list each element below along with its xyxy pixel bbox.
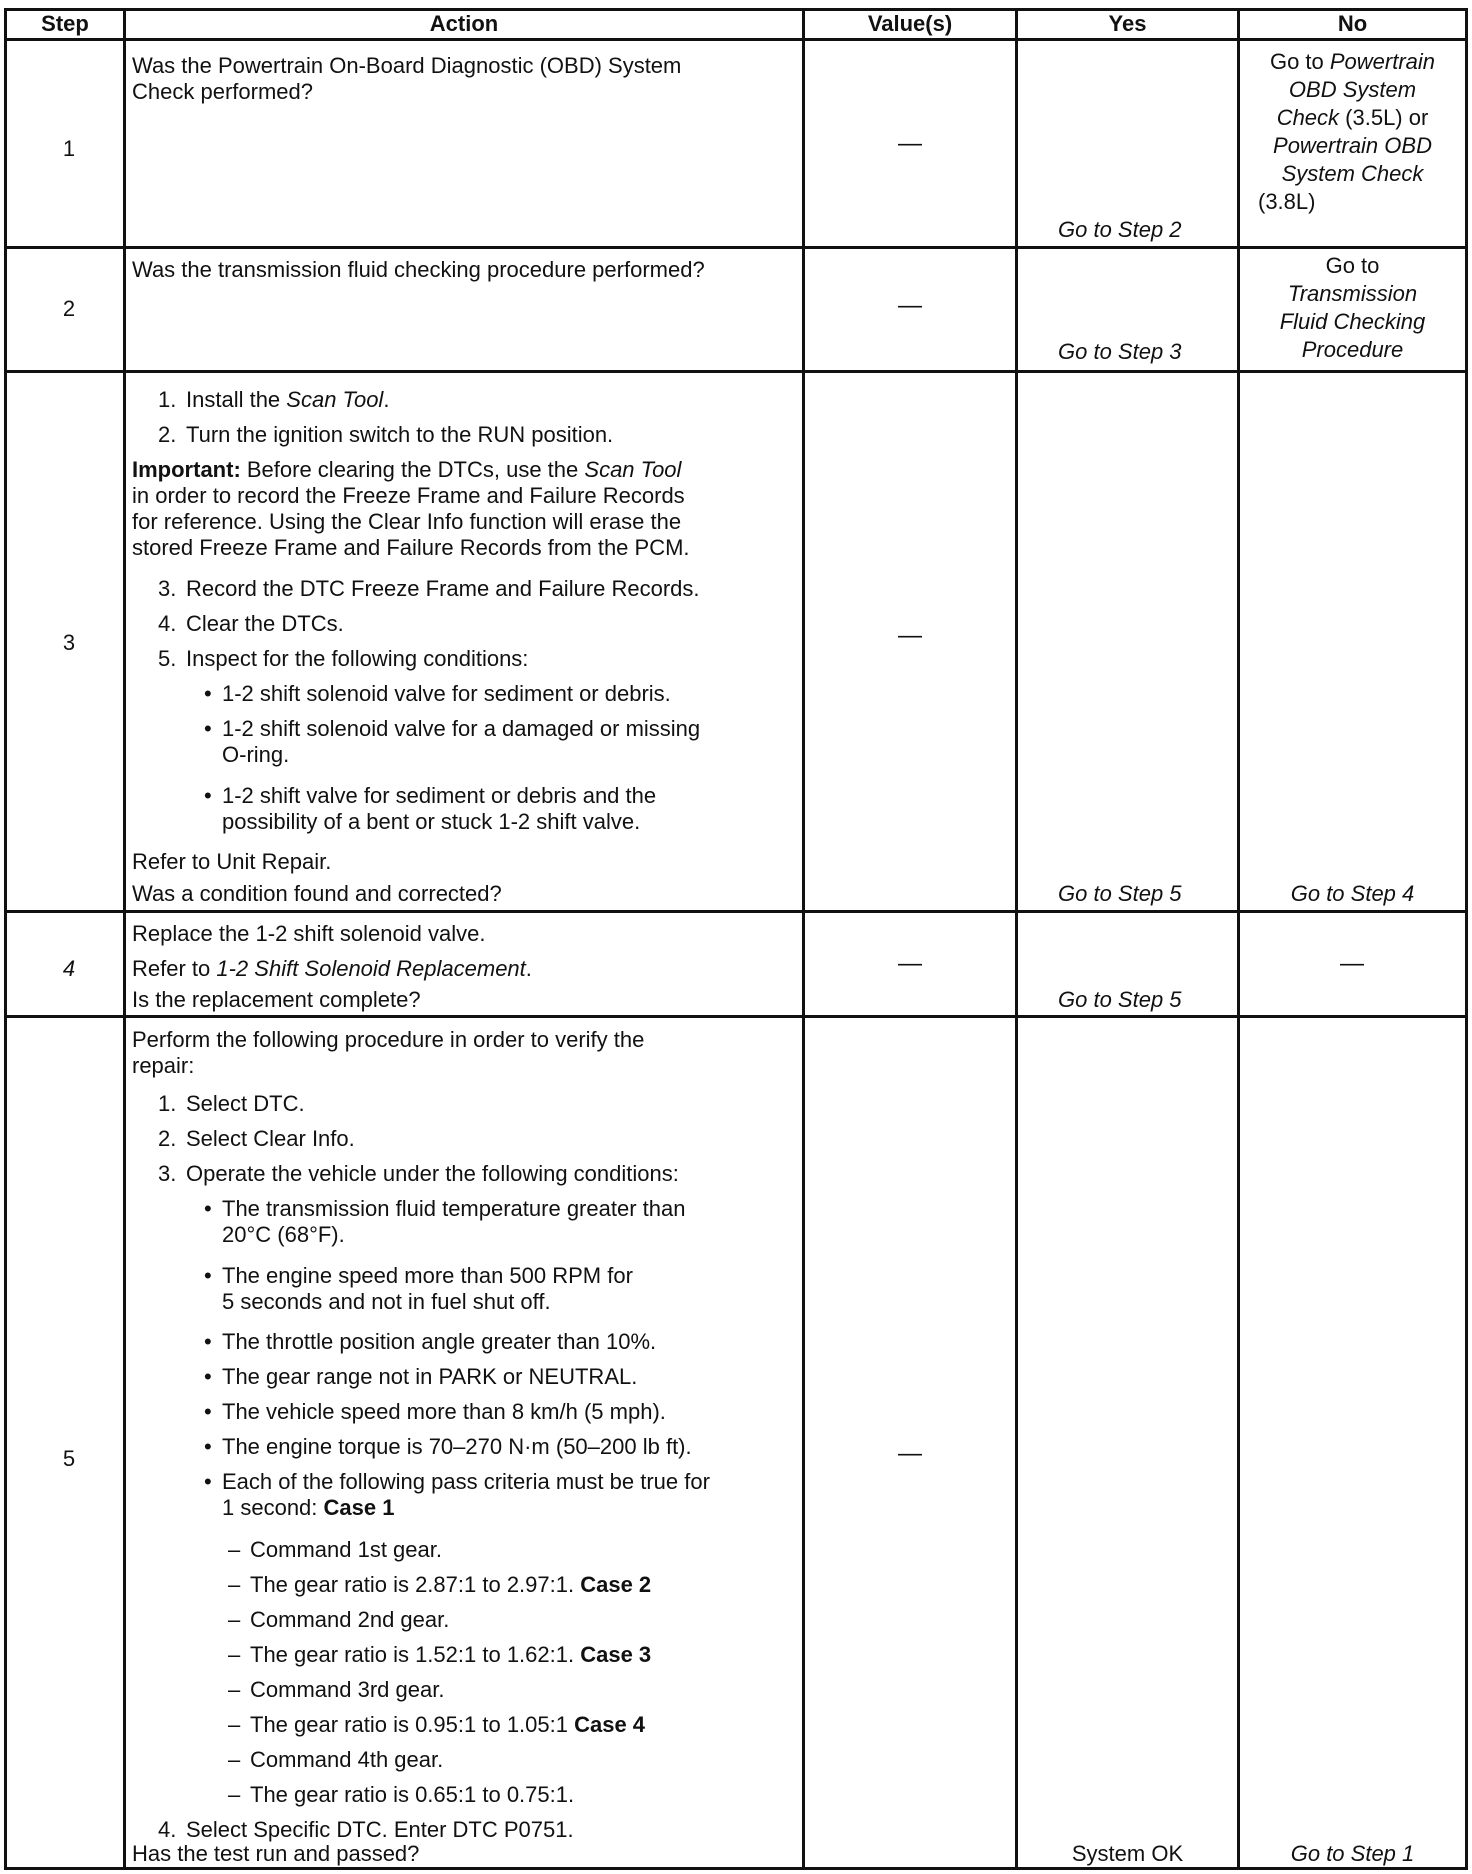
value-dash: —: [898, 1440, 922, 1467]
case-label: Case 3: [580, 1642, 652, 1667]
rule-right: [1465, 8, 1468, 1870]
no-goto: Go to Step 4: [1290, 881, 1415, 906]
case-label: Case 2: [580, 1572, 652, 1597]
criteria-item: [250, 1571, 651, 1599]
rule-row2: [4, 370, 1468, 373]
step-number: 3: [62, 630, 76, 655]
no-goto-text: Go to: [1269, 49, 1330, 74]
header-step: Step: [41, 11, 89, 36]
list-item: Record the DTC Freeze Frame and Failure Records.: [186, 576, 700, 601]
no-goto-link: Powertrain OBD: [1273, 133, 1432, 158]
list-item: Clear the DTCs.: [186, 611, 344, 636]
value-dash: —: [898, 292, 922, 319]
list-num: 3.: [158, 1161, 177, 1186]
dash: –: [228, 1607, 241, 1632]
bullet: •: [204, 681, 212, 706]
criteria-item: [250, 1711, 645, 1739]
list-item: Install the Scan Tool.: [186, 387, 390, 412]
condition-item: The transmission fluid temperature greater than: [222, 1196, 686, 1221]
list-item-term: Scan Tool: [286, 387, 384, 412]
dash: –: [228, 1677, 241, 1702]
criteria-item: [250, 1641, 651, 1669]
no-goto-link: Fluid Checking: [1279, 309, 1426, 334]
no-goto-link: Check: [1276, 105, 1340, 130]
condition-item: 5 seconds and not in fuel shut off.: [222, 1289, 551, 1314]
important-text: for reference. Using the Clear Info function will erase the: [132, 509, 682, 534]
condition-item: The gear range not in PARK or NEUTRAL.: [222, 1364, 638, 1389]
bullet: •: [204, 1196, 212, 1221]
rule-header: [4, 38, 1468, 41]
step-number: 1: [62, 136, 76, 161]
rule-col-value: [1015, 8, 1018, 1870]
important-text: in order to record the Freeze Frame and Failure Records: [132, 483, 685, 508]
bullet-item: possibility of a bent or stuck 1-2 shift valve.: [222, 809, 641, 834]
bullet-item: O-ring.: [222, 742, 290, 767]
value-dash: —: [898, 622, 922, 649]
yes-goto: Go to Step 5: [1058, 987, 1182, 1012]
action-text: repair:: [132, 1053, 195, 1078]
condition-item: The vehicle speed more than 8 km/h (5 mph).: [222, 1399, 666, 1424]
yes-goto: Go to Step 5: [1058, 881, 1182, 906]
rule-row3: [4, 910, 1468, 913]
list-num: 1.: [158, 1091, 177, 1116]
header-values: Value(s): [867, 11, 953, 36]
list-item: Select Clear Info.: [186, 1126, 355, 1151]
step-number: 4: [62, 956, 76, 981]
rule-col-step: [123, 8, 126, 1870]
bullet: •: [204, 783, 212, 808]
dash: –: [228, 1747, 241, 1772]
important-term: Scan Tool: [584, 457, 682, 482]
rule-row4: [4, 1015, 1468, 1018]
action-text: Perform the following procedure in order to verify the: [132, 1027, 645, 1052]
list-item: Inspect for the following conditions:: [186, 646, 529, 671]
list-item: Turn the ignition switch to the RUN position.: [186, 422, 614, 447]
yes-goto: Go to Step 3: [1058, 339, 1182, 364]
condition-item: The throttle position angle greater than 10%.: [222, 1329, 657, 1354]
action-text: Check performed?: [132, 79, 313, 104]
condition-item: The engine speed more than 500 RPM for: [222, 1263, 633, 1288]
criteria-text: The gear ratio is 2.87:1 to 2.97:1.: [250, 1572, 581, 1597]
no-dash: —: [1340, 950, 1364, 977]
list-item: Select Specific DTC. Enter DTC P0751.: [186, 1817, 574, 1842]
bullet: •: [204, 1469, 212, 1494]
list-num: 3.: [158, 576, 177, 601]
condition-item: 20°C (68°F).: [222, 1222, 345, 1247]
dash: –: [228, 1642, 241, 1667]
yes-goto: System OK: [1071, 1841, 1184, 1866]
action-text: Was the Powertrain On-Board Diagnostic (OBD) System: [132, 53, 682, 78]
criteria-text: The gear ratio is 1.52:1 to 1.62:1.: [250, 1642, 581, 1667]
dash: –: [228, 1782, 241, 1807]
no-goto-link: OBD System: [1288, 77, 1417, 102]
value-dash: —: [898, 950, 922, 977]
step-number: 5: [62, 1446, 76, 1471]
condition-text: 1 second:: [222, 1495, 324, 1520]
no-goto-link: System Check: [1281, 161, 1424, 186]
bullet: •: [204, 1434, 212, 1459]
dash: –: [228, 1712, 241, 1737]
case-label: Case 1: [323, 1495, 395, 1520]
list-num: 5.: [158, 646, 177, 671]
important-label: Important:: [132, 457, 241, 482]
no-goto: [1240, 48, 1465, 76]
list-item: Select DTC.: [186, 1091, 305, 1116]
dash: –: [228, 1537, 241, 1562]
list-item: Operate the vehicle under the following conditions:: [186, 1161, 679, 1186]
yes-goto: Go to Step 2: [1058, 217, 1182, 242]
action-text: Refer to 1-2 Shift Solenoid Replacement.: [132, 956, 532, 981]
no-goto-text: Go to: [1325, 253, 1380, 278]
no-goto-text: (3.8L): [1258, 189, 1316, 214]
refer-text: Refer to Unit Repair.: [132, 849, 332, 874]
value-dash: —: [898, 130, 922, 157]
criteria-item: The gear ratio is 0.65:1 to 0.75:1.: [250, 1782, 575, 1807]
no-goto: [1240, 104, 1465, 132]
bullet: •: [204, 716, 212, 741]
bullet-item: 1-2 shift valve for sediment or debris and the: [222, 783, 657, 808]
important-note: [132, 456, 681, 484]
important-text: stored Freeze Frame and Failure Records from the PCM.: [132, 535, 690, 560]
list-num: 4.: [158, 1817, 177, 1842]
no-goto-link: Transmission: [1287, 281, 1418, 306]
case-label: Case 4: [574, 1712, 646, 1737]
question-text: Has the test run and passed?: [132, 1841, 420, 1866]
bullet: •: [204, 1399, 212, 1424]
bullet: •: [204, 1329, 212, 1354]
condition-item: [222, 1494, 394, 1522]
criteria-text: The gear ratio is 0.95:1 to 1.05:1: [250, 1712, 575, 1737]
list-num: 2.: [158, 422, 177, 447]
header-yes: Yes: [1108, 11, 1147, 36]
criteria-item: Command 2nd gear.: [250, 1607, 450, 1632]
action-text: Was the transmission fluid checking procedure performed?: [132, 257, 705, 282]
list-item-text: Install the: [186, 387, 287, 412]
no-goto-link: Powertrain: [1329, 49, 1436, 74]
bullet-item: 1-2 shift solenoid valve for sediment or debris.: [222, 681, 671, 706]
header-action: Action: [429, 11, 499, 36]
action-text: Replace the 1-2 shift solenoid valve.: [132, 921, 486, 946]
list-num: 1.: [158, 387, 177, 412]
bullet: •: [204, 1364, 212, 1389]
list-num: 4.: [158, 611, 177, 636]
criteria-item: Command 4th gear.: [250, 1747, 444, 1772]
rule-row1: [4, 246, 1468, 249]
no-goto-text: (3.5L) or: [1339, 105, 1429, 130]
procedure-link: 1-2 Shift Solenoid Replacement: [216, 956, 526, 981]
header-no: No: [1337, 11, 1368, 36]
rule-left: [4, 8, 7, 1870]
no-goto-link: Procedure: [1301, 337, 1404, 362]
question-text: Is the replacement complete?: [132, 987, 421, 1012]
step-number: 2: [62, 296, 76, 321]
condition-item: The engine torque is 70–270 N·m (50–200 lb ft).: [222, 1434, 692, 1459]
no-goto: Go to Step 1: [1290, 1841, 1415, 1866]
bullet: •: [204, 1263, 212, 1288]
rule-col-action: [802, 8, 805, 1870]
criteria-item: Command 1st gear.: [250, 1537, 442, 1562]
criteria-item: Command 3rd gear.: [250, 1677, 445, 1702]
bullet-item: 1-2 shift solenoid valve for a damaged or missing: [222, 716, 701, 741]
question-text: Was a condition found and corrected?: [132, 881, 502, 906]
dash: –: [228, 1572, 241, 1597]
action-text-part: Refer to: [132, 956, 217, 981]
condition-item: Each of the following pass criteria must be true for: [222, 1469, 710, 1494]
important-text: Before clearing the DTCs, use the: [240, 457, 585, 482]
list-num: 2.: [158, 1126, 177, 1151]
